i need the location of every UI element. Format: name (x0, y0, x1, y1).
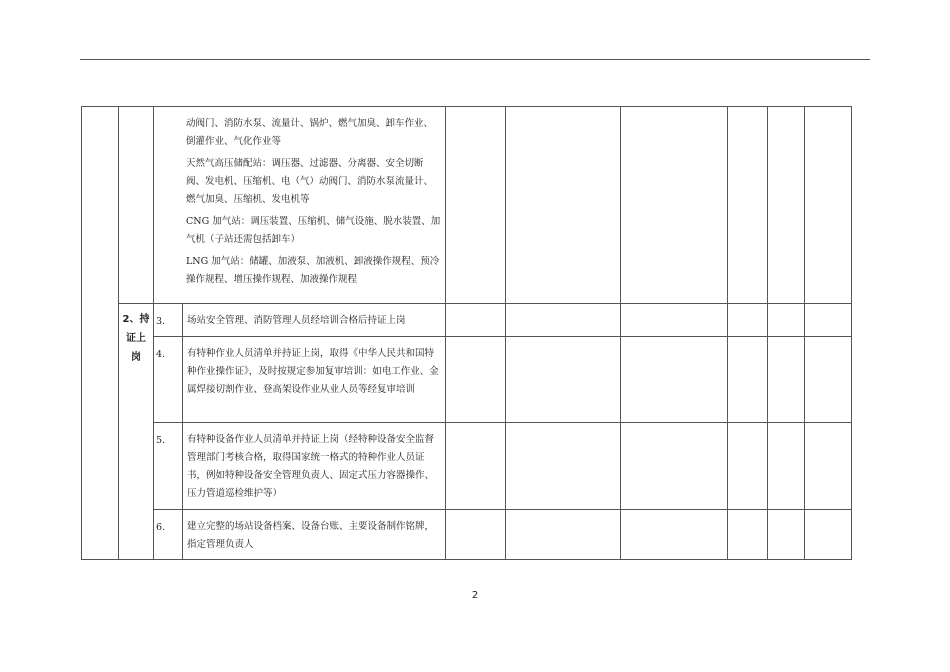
blank-cell (621, 337, 728, 423)
blank-cell (728, 423, 768, 510)
blank-cell (728, 107, 768, 304)
blank-cell (768, 107, 805, 304)
row-number: 6. (154, 510, 183, 560)
category-cell (82, 107, 119, 560)
blank-cell (805, 337, 852, 423)
blank-cell (506, 510, 621, 560)
blank-cell (805, 510, 852, 560)
blank-cell (506, 423, 621, 510)
table-row-continued (82, 107, 852, 304)
blank-cell (446, 423, 506, 510)
section-label: 2、持 (122, 314, 150, 325)
blank-cell (768, 510, 805, 560)
section-label-cell (119, 304, 154, 560)
blank-cell (728, 304, 768, 337)
table-row (82, 337, 852, 423)
row-number: 5. (154, 423, 183, 510)
paragraph: CNG 加气站：调压装置、压缩机、储气设施、脱水装置、加气机（子站还需包括卸车） (186, 216, 441, 245)
table-row (82, 423, 852, 510)
row-text: 场站安全管理、消防管理人员经培训合格后持证上岗 (183, 304, 446, 337)
blank-cell (768, 423, 805, 510)
blank-cell (446, 304, 506, 337)
blank-cell (728, 510, 768, 560)
checklist-table (81, 106, 852, 560)
paragraph: LNG 加气站：储罐、加液泵、加液机、卸液操作规程、预冷操作规程、增压操作规程、加液操作规程 (186, 256, 440, 285)
blank-cell (506, 304, 621, 337)
table-row (82, 304, 852, 337)
blank-cell (506, 107, 621, 304)
blank-cell (728, 337, 768, 423)
item-cell-continued (119, 107, 154, 304)
blank-cell (506, 337, 621, 423)
row-number: 3. (154, 304, 183, 337)
blank-cell (621, 107, 728, 304)
paragraph: 天然气高压储配站：调压器、过滤器、分离器、安全切断阀、发电机、压缩机、电（气）动阀门、消防水泵流量计、燃气加臭、压缩机、发电机等 (186, 158, 434, 205)
blank-cell (446, 107, 506, 304)
blank-cell (768, 304, 805, 337)
header-rule (80, 59, 870, 60)
section-label: 岗 (131, 352, 141, 363)
blank-cell (805, 423, 852, 510)
section-label: 证上 (126, 333, 146, 344)
blank-cell (446, 337, 506, 423)
blank-cell (621, 304, 728, 337)
row-text: 有特种设备作业人员清单并持证上岗（经特种设备安全监督管理部门考核合格，取得国家统一格式的特种作业人员证书，例如特种设备安全管理负责人、固定式压力容器操作、压力管道巡检维护等） (183, 423, 446, 510)
row-number: 4. (154, 337, 183, 423)
table-row (82, 510, 852, 560)
blank-cell (768, 337, 805, 423)
blank-cell (446, 510, 506, 560)
blank-cell (621, 510, 728, 560)
content-cell-continued (154, 107, 446, 304)
blank-cell (805, 304, 852, 337)
row-text: 有特种作业人员清单并持证上岗，取得《中华人民共和国特种作业操作证》，及时按规定参加复审培训：如电工作业、金属焊接切割作业、登高架设作业从业人员等经复审培训 (183, 337, 446, 423)
blank-cell (621, 423, 728, 510)
paragraph: 动阀门、消防水泵、流量计、锅炉、燃气加臭、卸车作业、倒灌作业、气化作业等 (186, 118, 434, 147)
page-number: 2 (471, 590, 479, 601)
blank-cell (805, 107, 852, 304)
row-text: 建立完整的场站设备档案、设备台账、主要设备制作铭牌，指定管理负责人 (183, 510, 446, 560)
